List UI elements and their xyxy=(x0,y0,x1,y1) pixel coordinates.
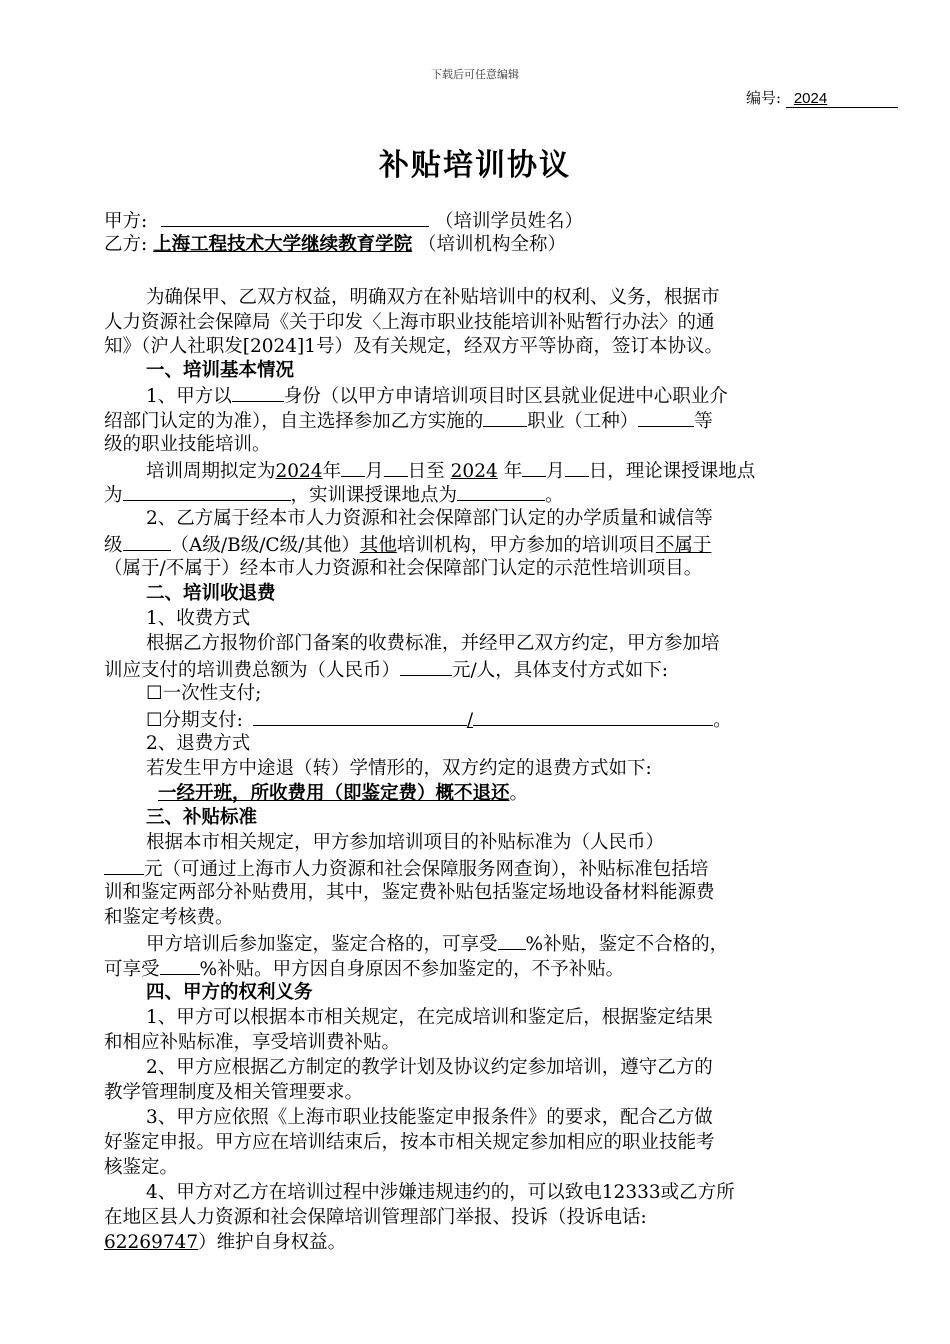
text-span: 甲方培训后参加鉴定，鉴定合格的，可享受 xyxy=(146,934,498,955)
pass-percent-field[interactable] xyxy=(498,931,526,950)
party-a-note: （培训学员姓名） xyxy=(435,211,584,232)
text-span: %补贴。甲方因自身原因不参加鉴定的，不予补贴。 xyxy=(199,959,625,980)
document-title: 补贴培训协议 xyxy=(379,148,571,183)
clause-line: 1、甲方可以根据本市相关规定，在完成培训和鉴定后，根据鉴定结果 xyxy=(146,1007,713,1028)
clause-line xyxy=(104,482,564,508)
clause-line xyxy=(104,657,668,683)
serial-number xyxy=(746,87,898,108)
section-heading: 四、甲方的权利义务 xyxy=(146,982,313,1003)
start-day-field[interactable] xyxy=(384,458,408,477)
clause-line: 教学管理制度及相关管理要求。 xyxy=(104,1082,364,1103)
practice-location-field[interactable] xyxy=(457,482,545,501)
party-b-name: 上海工程技术大学继续教育学院 xyxy=(153,234,413,255)
text-span: 元/人，具体支付方式如下: xyxy=(452,660,668,681)
text-span: 身份（以甲方申请培训项目时区县就业促进中心职业介 xyxy=(283,386,728,407)
text-span: 日至 xyxy=(407,461,445,482)
grade-field[interactable] xyxy=(123,532,171,551)
occupation-field[interactable] xyxy=(483,408,527,427)
text-span: / xyxy=(466,710,474,731)
party-b-line xyxy=(104,233,566,257)
clause-line: 和鉴定考核费。 xyxy=(104,907,234,928)
text-span: 日，理论课授课地点 xyxy=(588,461,756,482)
level-field[interactable] xyxy=(638,408,694,427)
text-span: 月 xyxy=(546,461,565,482)
installment-field-2[interactable] xyxy=(473,707,713,726)
identity-field[interactable] xyxy=(232,383,284,402)
clause-line: 在地区县人力资源和社会保障培训管理部门举报、投诉（投诉电话: xyxy=(104,1207,647,1228)
text-span: 月 xyxy=(365,461,384,482)
fail-percent-field[interactable] xyxy=(160,956,200,975)
refund-line xyxy=(146,782,528,806)
clause-line xyxy=(146,931,728,957)
text-span: 。 xyxy=(509,783,529,804)
start-year: 2024 xyxy=(275,461,323,482)
clause-line: 4、甲方对乙方在培训过程中涉嫌违规违约的，可以致电12333或乙方所 xyxy=(146,1182,735,1203)
clause-line: 级的职业技能培训。 xyxy=(104,434,271,455)
text-span: 绍部门认定的为准），自主选择参加乙方实施的 xyxy=(104,411,484,432)
party-a-name-field[interactable] xyxy=(161,208,429,227)
clause-line: 根据乙方报物价部门备案的收费标准，并经甲乙双方约定，甲方参加培 xyxy=(146,633,720,654)
demo-status-value: 不属于 xyxy=(655,535,712,556)
installment-checkbox[interactable]: ☐分期支付: xyxy=(146,710,243,731)
clause-line: 3、甲方应依照《上海市职业技能鉴定申报条件》的要求，配合乙方做 xyxy=(146,1107,713,1128)
section-heading: 一、培训基本情况 xyxy=(146,360,295,381)
text-span: ）维护自身权益。 xyxy=(198,1232,347,1253)
theory-location-field[interactable] xyxy=(123,482,291,501)
preamble-line: 知》（沪人社职发[2024]1号）及有关规定，经双方平等协商，签订本协议。 xyxy=(104,336,724,357)
party-a-line xyxy=(104,208,583,234)
clause-line xyxy=(104,856,708,882)
clause-line xyxy=(104,532,711,558)
header-note: 下载后可任意编辑 xyxy=(431,68,519,81)
fee-amount-field[interactable] xyxy=(400,657,452,676)
text-span: ，实训课授课地点为 xyxy=(290,485,458,506)
text-span: 年 xyxy=(322,461,342,482)
clause-line xyxy=(146,383,728,409)
end-day-field[interactable] xyxy=(565,458,589,477)
text-span: 可享受 xyxy=(104,959,160,980)
text-span: 年 xyxy=(503,461,523,482)
clause-line: （属于/不属于）经本市人力资源和社会保障部门认定的示范性培训项目。 xyxy=(104,558,703,579)
text-span: 训应支付的培训费总额为（人民币） xyxy=(104,660,401,681)
serial-label: 编号: xyxy=(746,89,782,107)
text-span: 职业（工种） xyxy=(527,411,639,432)
preamble-line: 为确保甲、乙双方权益，明确双方在补贴培训中的权利、义务，根据市 xyxy=(146,287,720,308)
subsidy-amount-field[interactable] xyxy=(104,856,144,875)
installment-line xyxy=(146,707,732,733)
text-span: %补贴，鉴定不合格的， xyxy=(525,934,729,955)
text-span: 培训机构，甲方参加的培训项目 xyxy=(396,535,656,556)
clause-line: 2、乙方属于经本市人力资源和社会保障部门认定的办学质量和诚信等 xyxy=(146,508,713,529)
party-b-label: 乙方: xyxy=(104,234,148,255)
start-month-field[interactable] xyxy=(341,458,365,477)
end-month-field[interactable] xyxy=(522,458,546,477)
clause-line: 好鉴定申报。甲方应在培训结束后，按本市相关规定参加相应的职业技能考 xyxy=(104,1132,715,1153)
clause-line: 训和鉴定两部分补贴费用，其中，鉴定费补贴包括鉴定场地设备材料能源费 xyxy=(104,882,715,903)
clause-line: 根据本市相关规定，甲方参加培训项目的补贴标准为（人民币） xyxy=(146,832,665,853)
text-span: 元（可通过上海市人力资源和社会保障服务网查询），补贴标准包括培 xyxy=(144,859,709,880)
text-span: 培训周期拟定为 xyxy=(146,461,276,482)
section-heading: 二、培训收退费 xyxy=(146,583,276,604)
clause-line: 若发生甲方中途退（转）学情形的，双方约定的退费方式如下: xyxy=(146,758,652,779)
clause-line: 核鉴定。 xyxy=(104,1157,179,1178)
section-heading: 三、补贴标准 xyxy=(146,807,258,828)
end-year: 2024 xyxy=(450,461,498,482)
clause-line: 和相应补贴标准，享受培训费补贴。 xyxy=(104,1032,401,1053)
party-a-label: 甲方: xyxy=(104,211,148,232)
text-span: 级 xyxy=(104,535,123,556)
text-span: 为 xyxy=(104,485,123,506)
refund-policy: 一经开班，所收费用（即鉴定费）概不退还 xyxy=(158,783,510,804)
clause-line xyxy=(146,458,755,484)
party-b-note: （培训机构全称） xyxy=(418,234,567,255)
clause-line: 2、甲方应根据乙方制定的教学计划及协议约定参加培训，遵守乙方的 xyxy=(146,1057,713,1078)
text-span: （A级/B级/C级/其他） xyxy=(170,535,360,556)
lump-sum-checkbox[interactable]: ☐一次性支付; xyxy=(146,683,262,704)
clause-line: 2、退费方式 xyxy=(146,733,251,754)
clause-line: 1、收费方式 xyxy=(146,608,251,629)
text-span: 1、甲方以 xyxy=(146,386,232,407)
text-span: 。 xyxy=(713,710,732,731)
clause-line xyxy=(104,408,713,434)
preamble-line: 人力资源社会保障局《关于印发〈上海市职业技能培训补贴暂行办法〉的通 xyxy=(104,312,715,333)
text-span: 。 xyxy=(545,485,564,506)
installment-field-1[interactable] xyxy=(253,707,467,726)
clause-line xyxy=(104,1231,346,1255)
grade-value: 其他 xyxy=(359,535,397,556)
clause-line xyxy=(104,956,624,982)
serial-value: 2024 xyxy=(786,90,898,108)
text-span: 等 xyxy=(694,411,713,432)
complaint-phone: 62269747 xyxy=(104,1232,199,1253)
